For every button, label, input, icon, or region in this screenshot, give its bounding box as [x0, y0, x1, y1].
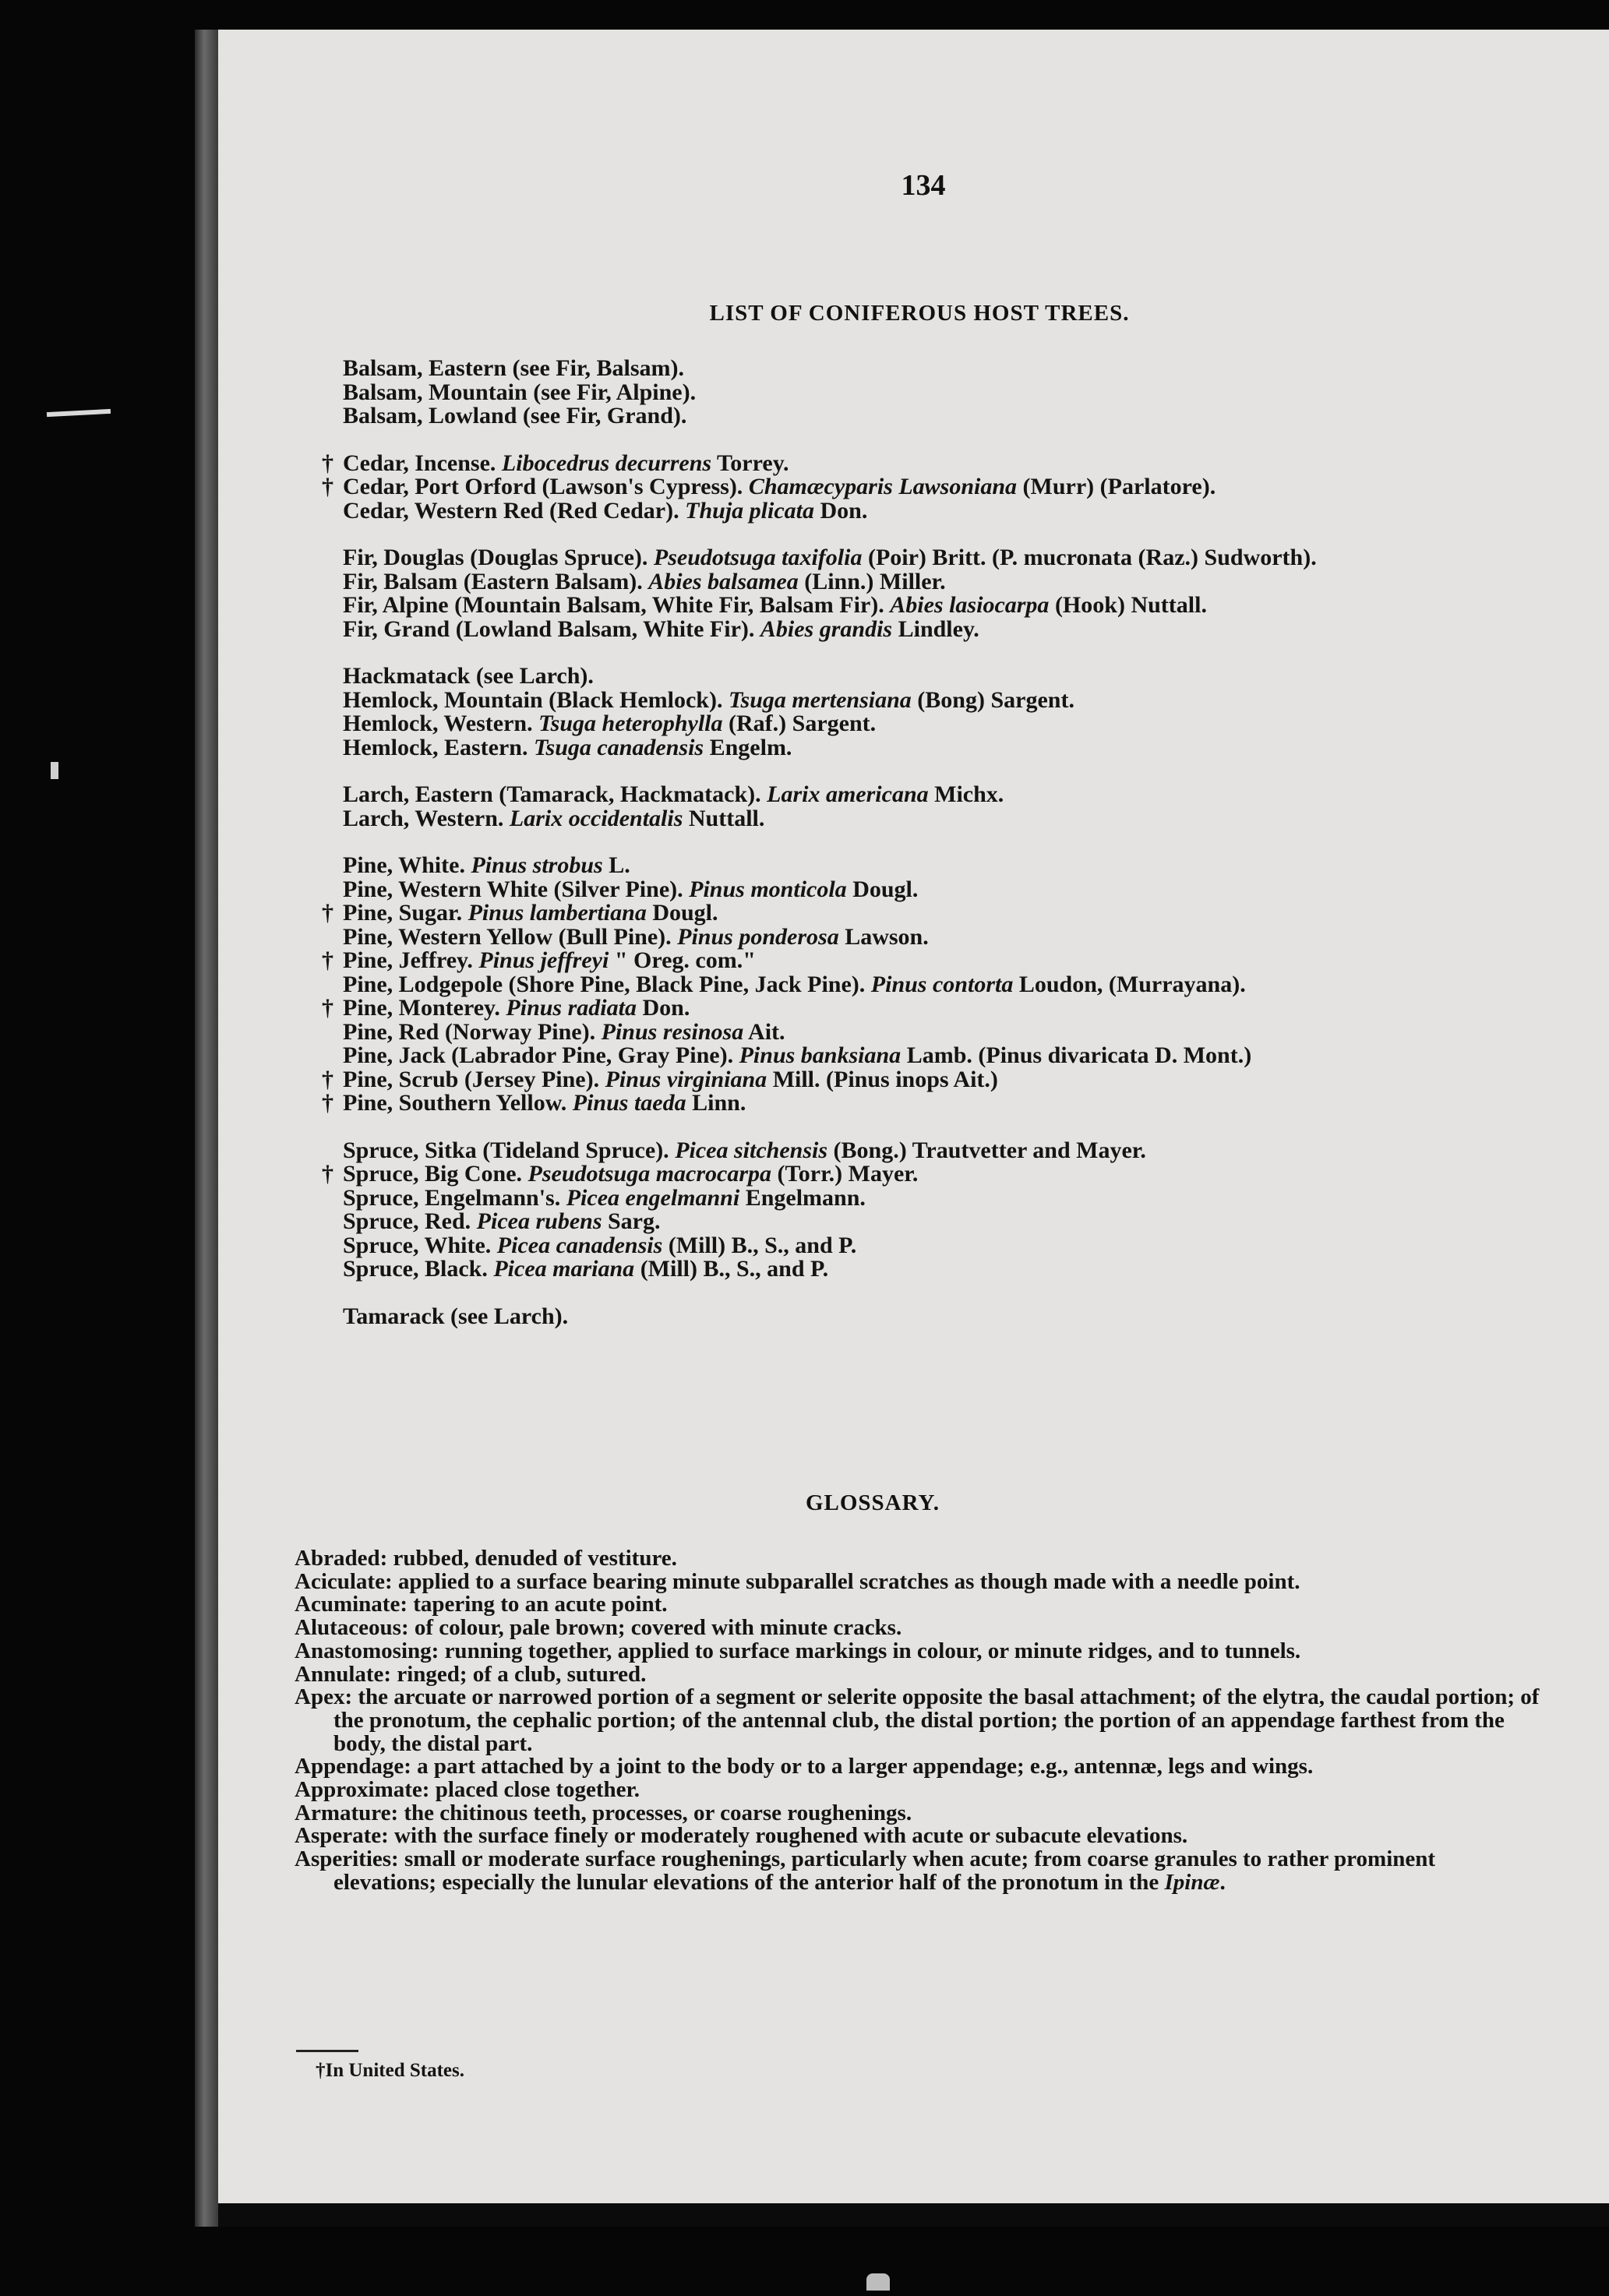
tree-group [310, 854, 1580, 1116]
common-name: Fir, Alpine (Mountain Balsam, White Fir, Balsam Fir). [343, 592, 891, 618]
authority: Loudon, (Murrayana). [1013, 971, 1246, 997]
scientific-name: Pinus contorta [870, 971, 1014, 997]
common-name: Pine, Jack (Labrador Pine, Gray Pine). [343, 1042, 739, 1068]
common-name: Pine, White. [343, 852, 471, 878]
authority: Ait. [743, 1018, 785, 1045]
scientific-name: Tsuga canadensis [533, 734, 704, 760]
authority: (Bong) Sargent. [911, 686, 1074, 713]
scientific-name: Picea engelmanni [566, 1184, 740, 1211]
authority: Sarg. [602, 1208, 661, 1234]
document-page [218, 30, 1609, 2203]
common-name: Cedar, Port Orford (Lawson's Cypress). [343, 474, 749, 499]
common-name: Tamarack (see Larch). [343, 1303, 569, 1329]
glossary-term: Armature: [295, 1800, 399, 1825]
glossary-entry [295, 1663, 1541, 1687]
authority: Don. [636, 995, 690, 1021]
glossary-definition: applied to a surface bearing minute subparallel scratches as though made with a needle point. [392, 1568, 1300, 1594]
authority: Linn. [686, 1090, 746, 1116]
authority: (Bong.) Trautvetter and Mayer. [827, 1137, 1146, 1163]
list-title: LIST OF CONIFEROUS HOST TREES. [709, 301, 1130, 326]
scientific-name: Pinus lambertiana [468, 900, 647, 926]
common-name: Hemlock, Mountain (Black Hemlock). [343, 686, 729, 713]
common-name: Fir, Douglas (Douglas Spruce). [343, 545, 654, 570]
tree-entry [310, 854, 1580, 878]
authority: Mill. (Pinus inops Ait.) [767, 1066, 998, 1092]
us-dagger-mark: † [322, 1066, 333, 1092]
glossary-entry [295, 1825, 1541, 1848]
common-name: Fir, Grand (Lowland Balsam, White Fir). [343, 615, 760, 642]
glossary-definition: placed close together. [429, 1777, 640, 1803]
tree-entry [310, 357, 1580, 381]
glossary-term: Annulate: [295, 1661, 392, 1687]
common-name: Hackmatack (see Larch). [343, 663, 594, 689]
common-name: Pine, Southern Yellow. [343, 1090, 573, 1116]
scientific-name: Picea mariana [493, 1256, 635, 1282]
common-name: Spruce, Black. [343, 1256, 494, 1282]
glossary-term: Anastomosing: [295, 1638, 439, 1663]
common-name: Larch, Eastern (Tamarack, Hackmatack). [343, 781, 767, 807]
tree-entry [310, 1305, 1580, 1329]
authority: Torrey. [711, 450, 789, 476]
host-trees-list [310, 357, 1580, 1352]
tree-group [310, 1305, 1580, 1329]
tree-entry [310, 475, 1580, 499]
us-dagger-mark: † [322, 474, 333, 499]
common-name: Spruce, White. [343, 1232, 497, 1258]
authority: " Oreg. com." [609, 947, 756, 973]
authority: (Poir) Britt. (P. mucronata (Raz.) Sudworth). [862, 545, 1317, 570]
common-name: Pine, Scrub (Jersey Pine). [343, 1066, 605, 1092]
glossary-entry [295, 1640, 1541, 1663]
tree-entry [310, 807, 1580, 831]
authority: Lamb. (Pinus divaricata D. Mont.) [901, 1042, 1252, 1068]
authority: Engelm. [704, 734, 792, 760]
glossary-definition: tapering to an acute point. [407, 1592, 668, 1617]
glossary-definition: the arcuate or narrowed portion of a segment or selerite opposite the basal attachment; of the elytra, the caudal portion; of the pronotum, the cephalic portion; of the antennal club, the distal portion; the portion of an appendage farthest from the body, the distal part. [333, 1684, 1540, 1756]
authority: Dougl. [646, 900, 718, 926]
scientific-name: Pinus virginiana [605, 1066, 767, 1092]
glossary-entry [295, 1617, 1541, 1640]
footnote: †In United States. [316, 2060, 464, 2081]
tree-entry [310, 570, 1580, 594]
glossary-entry [295, 1686, 1541, 1755]
tree-entry [310, 878, 1580, 902]
tree-entry [310, 404, 1580, 429]
glossary-italic-term: Ipinæ [1164, 1869, 1220, 1895]
scientific-name: Tsuga mertensiana [728, 686, 912, 713]
authority: (Linn.) Miller. [798, 568, 946, 594]
scientific-name: Pinus ponderosa [677, 923, 839, 950]
tree-entry [310, 1092, 1580, 1116]
glossary-definition: with the surface finely or moderately roughened with acute or subacute elevations. [388, 1823, 1188, 1849]
common-name: Pine, Jeffrey. [343, 947, 479, 973]
glossary-entry [295, 1755, 1541, 1779]
glossary-title: GLOSSARY. [805, 1490, 940, 1515]
authority: (Raf.) Sargent. [722, 711, 877, 736]
glossary-term: Appendage: [295, 1754, 411, 1779]
tree-entry [310, 546, 1580, 570]
tree-entry [310, 1257, 1580, 1282]
tree-entry [310, 949, 1580, 973]
scientific-name: Pinus monticola [689, 876, 847, 902]
common-name: Spruce, Big Cone. [343, 1161, 528, 1187]
tree-group [310, 1139, 1580, 1282]
glossary-term: Approximate: [295, 1777, 430, 1803]
glossary-term: Asperities: [295, 1846, 399, 1872]
scientific-name: Pinus taeda [572, 1090, 686, 1116]
tree-entry [310, 1184, 1580, 1211]
scan-mark [47, 409, 111, 417]
scientific-name: Pseudotsuga taxifolia [653, 545, 863, 570]
tree-entry [310, 736, 1580, 760]
glossary-term: Apex: [295, 1684, 353, 1710]
common-name: Pine, Monterey. [343, 995, 506, 1021]
scientific-name: Pinus resinosa [601, 1018, 744, 1045]
glossary-definition: rubbed, denuded of vestiture. [387, 1546, 677, 1571]
tree-entry [310, 1044, 1580, 1068]
common-name: Pine, Sugar. [343, 900, 468, 926]
authority: (Torr.) Mayer. [771, 1161, 919, 1187]
scientific-name: Larix occidentalis [509, 805, 683, 831]
tree-group [310, 452, 1580, 524]
authority: (Mill) B., S., and P. [634, 1256, 829, 1282]
tree-group [310, 357, 1580, 429]
glossary-definition: running together, applied to surface markings in colour, or minute ridges, and to tunnels. [439, 1638, 1301, 1663]
authority: Engelmann. [739, 1184, 866, 1211]
glossary-term: Acuminate: [295, 1592, 408, 1617]
scientific-name: Abies grandis [760, 615, 893, 642]
tree-entry [310, 665, 1580, 689]
authority: (Murr) (Parlatore). [1017, 474, 1216, 499]
tree-entry [310, 1162, 1580, 1187]
scientific-name: Picea canadensis [496, 1232, 663, 1258]
tree-entry [310, 712, 1580, 736]
common-name: Balsam, Eastern (see Fir, Balsam). [343, 355, 685, 381]
page-number: 134 [901, 169, 946, 202]
glossary-entry [295, 1568, 1541, 1594]
authority: Dougl. [846, 876, 919, 902]
glossary-definition: the chitinous teeth, processes, or coarse roughenings. [398, 1800, 912, 1825]
tree-group [310, 665, 1580, 760]
common-name: Hemlock, Eastern. [343, 734, 534, 760]
common-name: Hemlock, Western. [343, 711, 539, 736]
common-name: Pine, Western White (Silver Pine). [343, 876, 690, 902]
us-dagger-mark: † [322, 995, 333, 1021]
glossary-tail: . [1219, 1869, 1226, 1895]
page-binding-edge [195, 30, 218, 2227]
glossary-term: Asperate: [295, 1823, 389, 1849]
tree-entry [310, 452, 1580, 476]
scientific-name: Pinus strobus [471, 852, 603, 878]
authority: Lawson. [838, 923, 929, 950]
glossary-entry [295, 1593, 1541, 1617]
scientific-name: Chamæcyparis Lawsoniana [748, 474, 1018, 499]
tree-entry [310, 923, 1580, 950]
scientific-name: Libocedrus decurrens [501, 450, 712, 476]
common-name: Cedar, Western Red (Red Cedar). [343, 497, 686, 524]
scan-frame [195, 30, 1609, 2227]
tree-entry [310, 1234, 1580, 1258]
tree-entry [310, 594, 1580, 618]
tree-group [310, 783, 1580, 831]
tree-group [310, 546, 1580, 641]
glossary-term: Alutaceous: [295, 1615, 409, 1641]
common-name: Pine, Lodgepole (Shore Pine, Black Pine, Jack Pine). [343, 971, 871, 997]
authority: Nuttall. [683, 805, 765, 831]
tree-entry [310, 686, 1580, 713]
common-name: Spruce, Red. [343, 1208, 477, 1234]
tree-entry [310, 783, 1580, 807]
scientific-name: Picea sitchensis [675, 1137, 828, 1163]
footnote-divider [296, 2050, 358, 2052]
common-name: Cedar, Incense. [343, 450, 502, 476]
common-name: Larch, Western. [343, 805, 510, 831]
scan-mark [51, 762, 58, 779]
common-name: Fir, Balsam (Eastern Balsam). [343, 568, 649, 594]
authority: Lindley. [892, 615, 979, 642]
authority: Don. [813, 497, 868, 524]
scientific-name: Pseudotsuga macrocarpa [528, 1161, 772, 1187]
tree-entry [310, 1068, 1580, 1092]
tree-entry [310, 1018, 1580, 1045]
tree-entry [310, 996, 1580, 1021]
authority: Michx. [928, 781, 1004, 807]
scan-mark [866, 2273, 890, 2291]
glossary-term: Abraded: [295, 1546, 388, 1571]
common-name: Spruce, Engelmann's. [343, 1184, 566, 1211]
us-dagger-mark: † [322, 947, 333, 973]
glossary-entry [295, 1779, 1541, 1802]
common-name: Balsam, Mountain (see Fir, Alpine). [343, 379, 697, 405]
glossary-list [295, 1547, 1541, 1895]
us-dagger-mark: † [322, 900, 333, 926]
glossary-definition: of colour, pale brown; covered with minute cracks. [408, 1615, 902, 1641]
common-name: Balsam, Lowland (see Fir, Grand). [343, 403, 687, 429]
glossary-definition: a part attached by a joint to the body or to a larger appendage; e.g., antennæ, legs and wings. [411, 1754, 1314, 1779]
tree-entry [310, 1210, 1580, 1234]
common-name: Pine, Red (Norway Pine). [343, 1018, 602, 1045]
authority: (Mill) B., S., and P. [662, 1232, 857, 1258]
us-dagger-mark: † [322, 1090, 333, 1116]
scientific-name: Abies lasiocarpa [890, 592, 1050, 618]
tree-entry [310, 499, 1580, 524]
common-name: Spruce, Sitka (Tideland Spruce). [343, 1137, 676, 1163]
tree-entry [310, 973, 1580, 997]
scientific-name: Thuja plicata [685, 497, 814, 524]
common-name: Pine, Western Yellow (Bull Pine). [343, 923, 678, 950]
glossary-entry [295, 1848, 1541, 1894]
scientific-name: Pinus radiata [506, 995, 637, 1021]
scientific-name: Tsuga heterophylla [538, 711, 723, 736]
scientific-name: Abies balsamea [648, 568, 799, 594]
glossary-entry [295, 1802, 1541, 1825]
glossary-entry [295, 1547, 1541, 1571]
tree-entry [310, 381, 1580, 405]
tree-entry [310, 1139, 1580, 1163]
glossary-term: Aciculate: [295, 1568, 393, 1594]
scientific-name: Pinus banksiana [739, 1042, 902, 1068]
scientific-name: Picea rubens [476, 1208, 602, 1234]
us-dagger-mark: † [322, 450, 333, 476]
tree-entry [310, 615, 1580, 642]
glossary-definition: small or moderate surface roughenings, particularly when acute; from coarse granules to rather prominent elevations; especially the lunular elevations of the anterior half of the pronotum in the [333, 1846, 1436, 1895]
us-dagger-mark: † [322, 1161, 333, 1187]
scientific-name: Larix americana [767, 781, 929, 807]
glossary-definition: ringed; of a club, sutured. [391, 1661, 647, 1687]
authority: L. [602, 852, 630, 878]
scientific-name: Pinus jeffreyi [478, 947, 609, 973]
tree-entry [310, 901, 1580, 926]
authority: (Hook) Nuttall. [1049, 592, 1207, 618]
